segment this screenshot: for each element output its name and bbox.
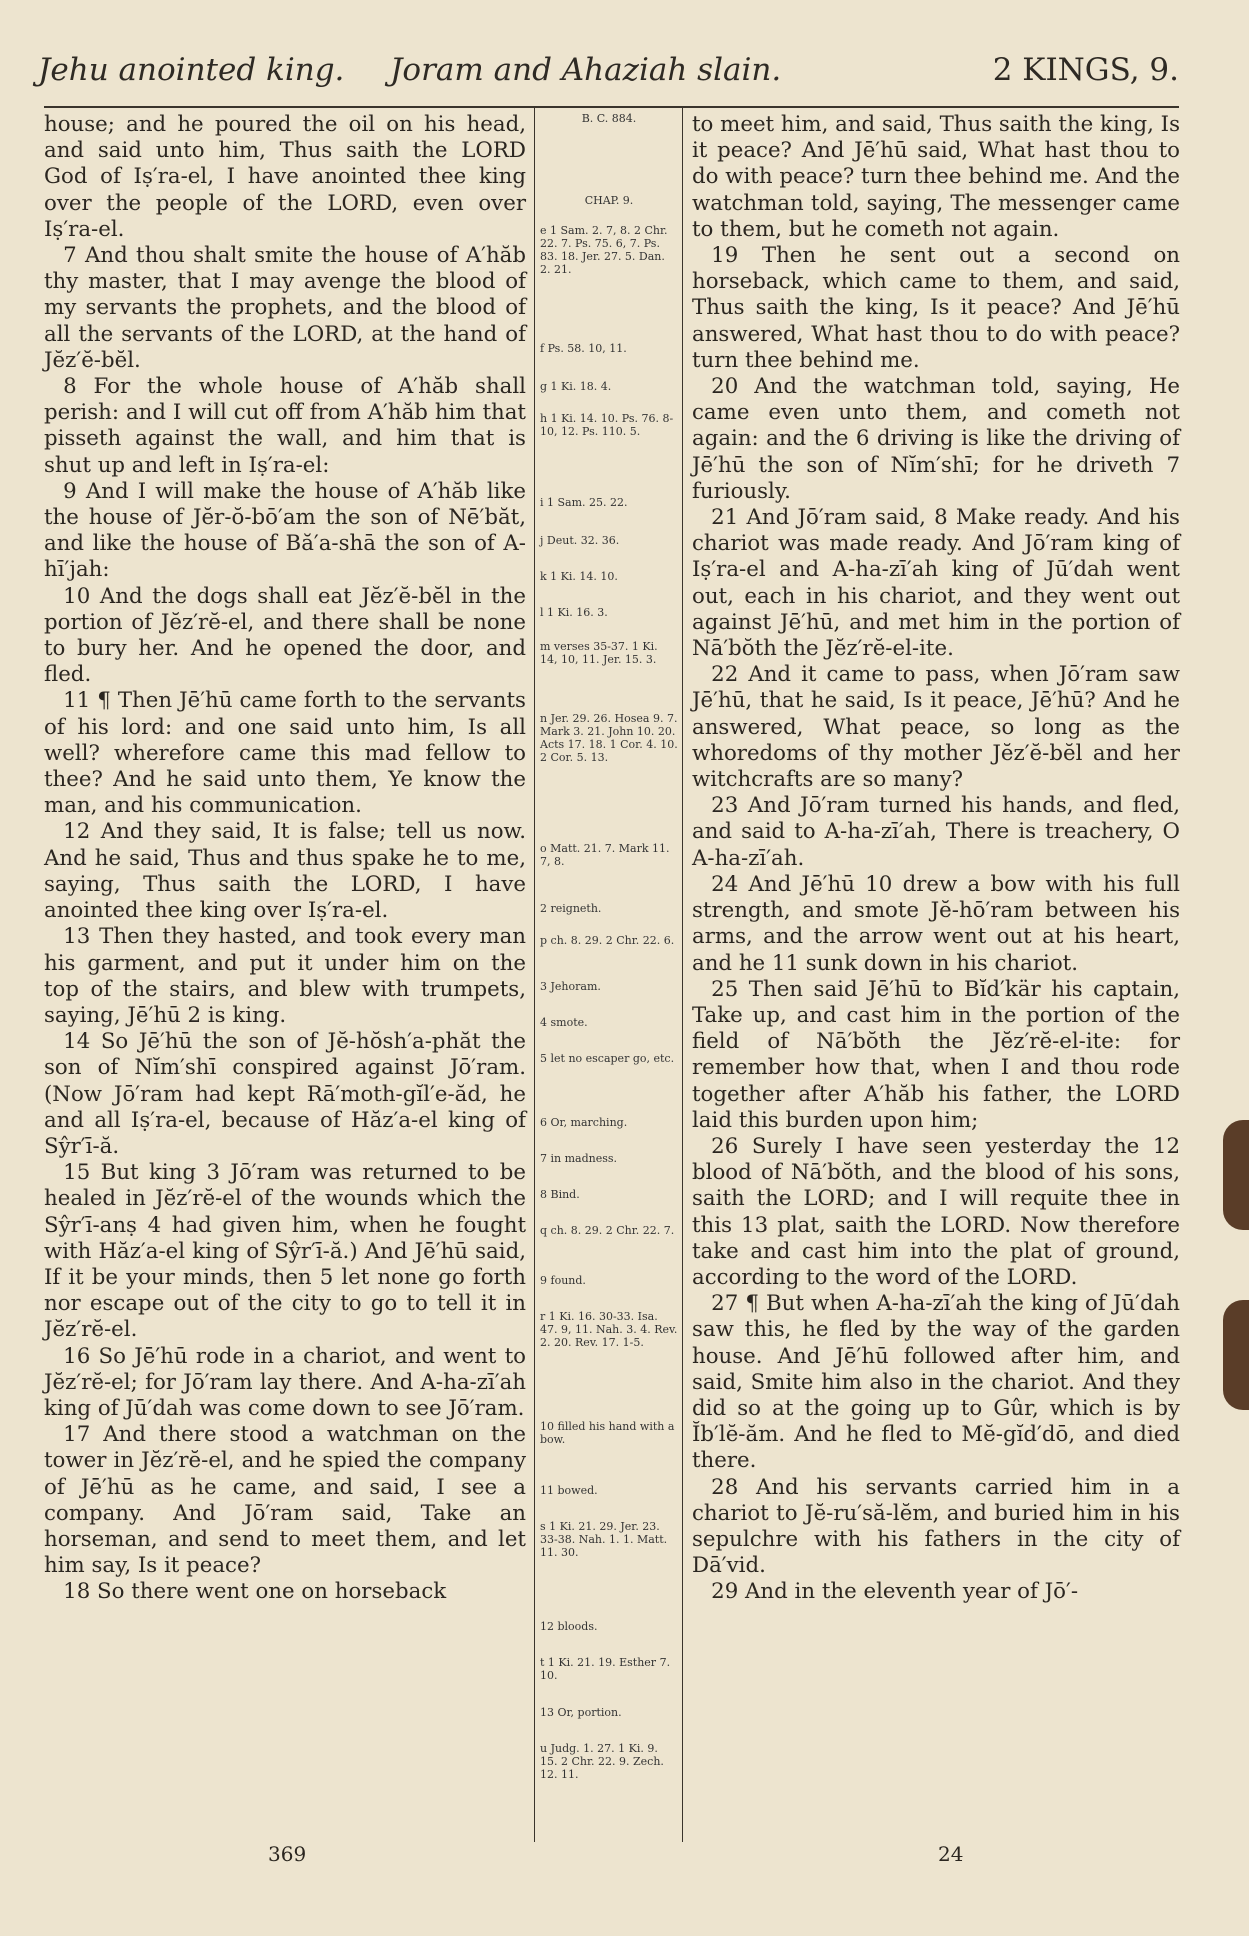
column-divider-right — [682, 107, 683, 1842]
verse-paragraph: 22 And it came to pass, when Jō′ram saw Jē′hū, that he said, Is it peace, Jē′hū? And he answered, What peace, so long as the whoredoms of thy mother Jĕz′ĕ-bĕl and her witchcrafts are so many? — [692, 662, 1180, 793]
margin-note: 12 bloods. — [540, 1620, 598, 1633]
margin-ref: n Jer. 29. 26. Hosea 9. 7. Mark 3. 21. John 10. 20. Acts 17. 18. 1 Cor. 4. 10. 2 Cor. 5. 13. — [540, 712, 678, 764]
verse-paragraph: 23 And Jō′ram turned his hands, and fled, and said to A-ha-zī′ah, There is treachery, O A-ha-zī′ah. — [692, 793, 1180, 871]
page-tab-decoration — [1223, 1120, 1249, 1230]
margin-ref: i 1 Sam. 25. 22. — [540, 496, 628, 509]
verse-paragraph: 16 So Jē′hū rode in a chariot, and went to Jĕz′rĕ-el; for Jō′ram lay there. And A-ha-zī′ah king of Jū′dah was come down to see Jō′ram. — [44, 1343, 526, 1421]
verse-paragraph: 21 And Jō′ram said, 8 Make ready. And his chariot was made ready. And Jō′ram king of Iṣ′ra-el and A-ha-zī′ah king of Jū′dah went out, each in his chariot, and they went out against Jē′hū, and met him in the portion of Nā′bŏth the Jĕz′rĕ-el-ite. — [692, 505, 1180, 662]
verse-paragraph: 25 Then said Jē′hū to Bĭd′kär his captain, Take up, and cast him in the portion of the field of Nā′bŏth the Jĕz′rĕ-el-ite: for remember how that, when I and thou rode together after A′hăb his father, the LORD laid this burden upon him; — [692, 976, 1180, 1133]
verse-paragraph: 12 And they said, It is false; tell us now. And he said, Thus and thus spake he to me, saying, Thus saith the LORD, I have anointed thee king over Iṣ′ra-el. — [44, 819, 526, 924]
header-left-title: Jehu anointed king. — [38, 52, 345, 88]
margin-ref: m verses 35-37. 1 Ki. 14, 10, 11. Jer. 15. 3. — [540, 640, 658, 666]
verse-paragraph: 14 So Jē′hū the son of Jĕ-hŏsh′a-phăt the son of Nĭm′shī conspired against Jō′ram. (Now Jō′ram had kept Rā′moth-gĭl′e-ăd, he and all Iṣ′ra-el, because of Hăz′a-el king of Sŷr′ī-ă. — [44, 1029, 526, 1159]
signature-mark: 24 — [938, 1842, 964, 1866]
header-middle-title: Joram and Ahaziah slain. — [390, 52, 782, 88]
verse-paragraph: 26 Surely I have seen yesterday the 12 blood of Nā′bŏth, and the blood of his sons, saith the LORD; and I will requite thee in this 13 plat, saith the LORD. Now therefore take and cast him into the plat of ground, according to the word of the LORD. — [692, 1133, 1180, 1290]
verse-paragraph: 17 And there stood a watchman on the tower in Jĕz′rĕ-el, and he spied the company of Jē′hū as he came, and said, I see a company. And Jō′ram said, Take an horseman, and send to meet them, and let him say, Is it peace? — [44, 1422, 526, 1579]
verse-paragraph: 7 And thou shalt smite the house of A′hăb thy master, that I may avenge the blood of my servants the prophets, and the blood of all the servants of the LORD, at the hand of Jĕz′ĕ-bĕl. — [44, 243, 526, 373]
margin-ref: f Ps. 58. 10, 11. — [540, 342, 627, 355]
margin-date: B. C. 884. — [581, 112, 637, 125]
margin-note: 13 Or, portion. — [540, 1706, 622, 1719]
margin-note: 3 Jehoram. — [540, 980, 601, 993]
verse-paragraph: 28 And his servants carried him in a chariot to Jĕ-ru′să-lĕm, and buried him in his sepulchre with his fathers in the city of Dā′vid. — [692, 1474, 1180, 1579]
verse-paragraph: 13 Then they hasted, and took every man his garment, and put it under him on the top of the stairs, and blew with trumpets, saying, Jē′hū 2 is king. — [44, 924, 526, 1028]
verse-paragraph: 20 And the watchman told, saying, He came even unto them, and cometh not again: and the 6 driving is like the driving of Jē′hū the son of Nĭm′shī; for he driveth 7 furiously. — [692, 374, 1180, 504]
margin-ref: h 1 Ki. 14. 10. Ps. 76. 8-10, 12. Ps. 110. 5. — [540, 412, 674, 438]
margin-ref: e 1 Sam. 2. 7, 8. 2 Chr. 22. 7. Ps. 75. 6, 7. Ps. 83. 18. Jer. 27. 5. Dan. 2. 21. — [540, 224, 668, 276]
margin-ref: t 1 Ki. 21. 19. Esther 7. 10. — [540, 1656, 671, 1682]
header-book-chapter: 2 KINGS, 9. — [992, 52, 1179, 88]
verse-paragraph: 9 And I will make the house of A′hăb like the house of Jĕr-ŏ-bō′am the son of Nē′băt, and like the house of Bă′a-shā the son of A-hī′jah: — [44, 478, 526, 583]
column-divider-left — [534, 107, 535, 1842]
margin-ref: r 1 Ki. 16. 30-33. Isa. 47. 9, 11. Nah. 3. 4. Rev. 2. 20. Rev. 17. 1-5. — [540, 1310, 678, 1349]
margin-note: 11 bowed. — [540, 1484, 598, 1497]
margin-ref: g 1 Ki. 18. 4. — [540, 380, 612, 393]
verse-paragraph: house; and he poured the oil on his head, and said unto him, Thus saith the LORD God of Iṣ′ra-el, I have anointed thee king over the people of the LORD, even over Iṣ′ra-el. — [44, 112, 526, 242]
running-header — [38, 52, 1179, 98]
verse-paragraph: 19 Then he sent out a second on horseback, which came to them, and said, Thus saith the king, Is it peace? And Jē′hū answered, What hast thou to do with peace? turn thee behind me. — [692, 243, 1180, 373]
margin-note: 8 Bind. — [540, 1188, 580, 1201]
margin-ref: p ch. 8. 29. 2 Chr. 22. 6. — [540, 934, 675, 947]
verse-paragraph: 27 ¶ But when A-ha-zī′ah the king of Jū′dah saw this, he fled by the way of the garden house. And Jē′hū followed after him, and said, Smite him also in the chariot. And they did so at the going up to Gûr, which is by Ĭb′lĕ-ăm. And he fled to Mĕ-gĭd′dō, and died there. — [692, 1291, 1180, 1474]
margin-ref: j Deut. 32. 36. — [540, 534, 620, 547]
verse-paragraph: 24 And Jē′hū 10 drew a bow with his full strength, and smote Jĕ-hō′ram between his arms, and the arrow went out at his heart, and he 11 sunk down in his chariot. — [692, 871, 1180, 976]
left-text-column — [44, 112, 526, 1606]
verse-paragraph: 15 But king 3 Jō′ram was returned to be healed in Jĕz′rĕ-el of the wounds which the Sŷr′ī-anṣ 4 had given him, when he fought with Hăz′a-el king of Sŷr′ī-ă.) And Jē′hū said, If it be your minds, then 5 let none go forth nor escape out of the city to go to tell it in Jĕz′rĕ-el. — [44, 1160, 526, 1343]
margin-note: 2 reigneth. — [540, 902, 602, 915]
margin-chapter: CHAP. 9. — [584, 194, 634, 207]
margin-ref: l 1 Ki. 16. 3. — [540, 606, 608, 619]
page-tab-decoration — [1223, 1300, 1249, 1410]
header-rule — [44, 106, 1179, 108]
right-text-column — [692, 112, 1180, 1606]
margin-note: 7 in madness. — [540, 1152, 618, 1165]
verse-paragraph: 11 ¶ Then Jē′hū came forth to the servants of his lord: and one said unto him, Is all well? wherefore came this mad fellow to thee? And he said unto them, Ye know the man, and his communication. — [44, 688, 526, 819]
verse-paragraph: 18 So there went one on horseback — [63, 1579, 447, 1605]
margin-ref: o Matt. 21. 7. Mark 11. 7, 8. — [540, 842, 670, 868]
verse-paragraph: 10 And the dogs shall eat Jĕz′ĕ-bĕl in the portion of Jĕz′rĕ-el, and there shall be none to bury her. And he opened the door, and fled. — [44, 583, 526, 688]
margin-note: 9 found. — [540, 1274, 586, 1287]
verse-paragraph: to meet him, and said, Thus saith the king, Is it peace? And Jē′hū said, What hast thou to do with peace? turn thee behind me. And the watchman told, saying, The messenger came to them, but he cometh not again. — [692, 112, 1180, 242]
margin-note: 10 filled his hand with a bow. — [540, 1420, 675, 1446]
margin-ref: s 1 Ki. 21. 29. Jer. 23. 33-38. Nah. 1. 1. Matt. 11. 30. — [540, 1520, 668, 1559]
verse-paragraph: 8 For the whole house of A′hăb shall perish: and I will cut off from A′hăb him that pisseth against the wall, and him that is shut up and left in Iṣ′ra-el: — [44, 374, 526, 478]
margin-note: 5 let no escaper go, etc. — [540, 1052, 675, 1065]
margin-note: 6 Or, marching. — [540, 1116, 628, 1129]
verse-paragraph: 29 And in the eleventh year of Jō′- — [711, 1579, 1079, 1605]
margin-note: 4 smote. — [540, 1016, 588, 1029]
margin-ref: q ch. 8. 29. 2 Chr. 22. 7. — [540, 1224, 675, 1237]
page-number: 369 — [268, 1842, 307, 1866]
margin-ref: u Judg. 1. 27. 1 Ki. 9. 15. 2 Chr. 22. 9. Zech. 12. 11. — [540, 1742, 664, 1781]
margin-ref: k 1 Ki. 14. 10. — [540, 570, 618, 583]
